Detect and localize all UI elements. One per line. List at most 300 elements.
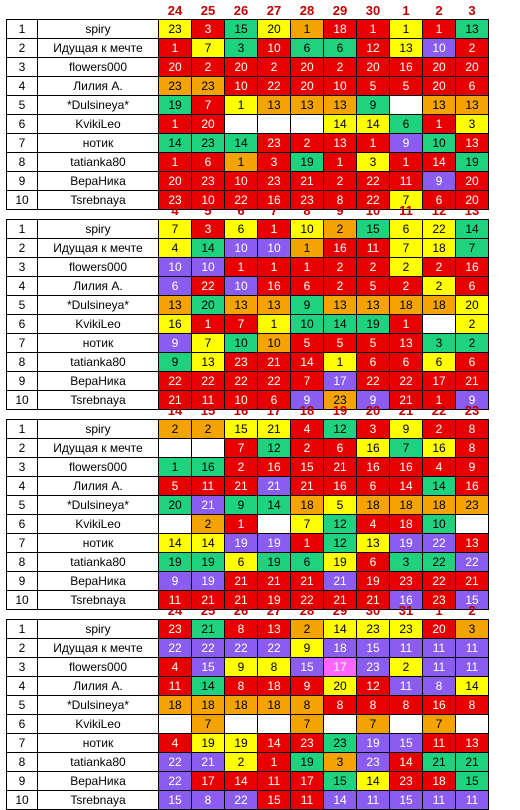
table-row <box>7 334 489 353</box>
score-cell: 22 <box>258 639 291 658</box>
score-cell: 6 <box>423 191 456 210</box>
date-header: 2 <box>435 3 443 18</box>
score-cell: 18 <box>324 639 357 658</box>
participant-name: flowers000 <box>38 258 159 277</box>
participant-name: Tsrebnaya <box>38 791 159 810</box>
score-cell: 22 <box>423 553 456 572</box>
score-cell: 9 <box>291 677 324 696</box>
score-cell: 22 <box>456 553 489 572</box>
score-cell: 16 <box>192 458 225 477</box>
score-table-3 <box>6 402 489 610</box>
score-cell: 10 <box>225 334 258 353</box>
score-cell <box>258 515 291 534</box>
score-cell: 9 <box>159 334 192 353</box>
score-cell: 18 <box>357 496 390 515</box>
score-cell: 10 <box>225 277 258 296</box>
score-cell: 21 <box>192 620 225 639</box>
score-cell <box>225 715 258 734</box>
score-cell: 5 <box>324 496 357 515</box>
score-cell: 21 <box>225 477 258 496</box>
score-cell: 13 <box>456 534 489 553</box>
date-header: 10 <box>365 203 381 218</box>
score-cell: 6 <box>258 391 291 410</box>
score-cell: 15 <box>192 658 225 677</box>
score-cell: 10 <box>225 239 258 258</box>
table-row <box>7 420 489 439</box>
row-number: 1 <box>7 220 38 239</box>
score-cell: 2 <box>291 620 324 639</box>
score-cell: 5 <box>357 334 390 353</box>
score-cell: 11 <box>423 658 456 677</box>
score-cell: 20 <box>324 677 357 696</box>
score-cell: 5 <box>159 477 192 496</box>
score-cell: 14 <box>357 772 390 791</box>
date-header: 8 <box>303 203 311 218</box>
score-cell: 12 <box>357 39 390 58</box>
date-header: 22 <box>431 403 447 418</box>
score-cell: 22 <box>159 753 192 772</box>
score-cell: 11 <box>423 791 456 810</box>
score-cell: 14 <box>324 315 357 334</box>
score-cell: 11 <box>390 639 423 658</box>
score-cell: 4 <box>159 658 192 677</box>
participant-name: *Dulsineya* <box>38 496 159 515</box>
table-row <box>7 39 489 58</box>
score-cell: 8 <box>291 696 324 715</box>
date-header: 14 <box>167 403 183 418</box>
score-cell: 9 <box>291 639 324 658</box>
score-cell: 6 <box>324 39 357 58</box>
table-row <box>7 353 489 372</box>
score-cell: 15 <box>291 458 324 477</box>
score-cell: 20 <box>423 620 456 639</box>
participant-name: KvikiLeo <box>38 315 159 334</box>
date-header: 28 <box>299 603 315 618</box>
table-row <box>7 496 489 515</box>
table-row <box>7 791 489 810</box>
score-cell: 20 <box>456 191 489 210</box>
score-cell: 13 <box>456 20 489 39</box>
score-cell: 7 <box>192 39 225 58</box>
score-cell: 18 <box>423 496 456 515</box>
participant-name: Лилия А. <box>38 77 159 96</box>
score-cell: 18 <box>423 239 456 258</box>
table-row <box>7 315 489 334</box>
row-number: 7 <box>7 734 38 753</box>
score-cell: 19 <box>192 553 225 572</box>
score-cell: 18 <box>291 496 324 515</box>
date-header: 16 <box>233 403 249 418</box>
table-row <box>7 258 489 277</box>
date-header: 9 <box>336 203 344 218</box>
score-cell <box>324 715 357 734</box>
row-number: 5 <box>7 96 38 115</box>
score-cell: 2 <box>390 658 423 677</box>
row-number: 3 <box>7 58 38 77</box>
date-header-row <box>7 202 489 220</box>
score-cell: 14 <box>192 239 225 258</box>
score-cell: 1 <box>423 20 456 39</box>
score-cell: 19 <box>225 734 258 753</box>
score-cell: 23 <box>159 191 192 210</box>
score-cell: 1 <box>159 39 192 58</box>
score-cell: 22 <box>390 372 423 391</box>
score-cell: 21 <box>291 572 324 591</box>
date-header: 4 <box>171 203 179 218</box>
score-cell: 19 <box>291 753 324 772</box>
score-cell: 14 <box>357 115 390 134</box>
score-cell: 13 <box>291 96 324 115</box>
table-row <box>7 77 489 96</box>
score-cell: 20 <box>159 172 192 191</box>
header-spacer <box>38 402 159 420</box>
score-cell: 11 <box>390 677 423 696</box>
score-cell: 23 <box>192 77 225 96</box>
score-cell: 11 <box>423 734 456 753</box>
score-cell: 2 <box>324 58 357 77</box>
score-cell: 11 <box>456 791 489 810</box>
score-cell: 14 <box>390 477 423 496</box>
table-row <box>7 715 489 734</box>
score-cell: 21 <box>258 420 291 439</box>
score-cell: 17 <box>423 372 456 391</box>
score-cell <box>456 715 489 734</box>
score-cell: 19 <box>192 572 225 591</box>
score-cell: 9 <box>159 572 192 591</box>
score-cell: 7 <box>291 515 324 534</box>
score-cell: 9 <box>390 134 423 153</box>
score-cell: 1 <box>324 353 357 372</box>
score-cell: 10 <box>159 258 192 277</box>
participant-name: flowers000 <box>38 458 159 477</box>
table-row <box>7 572 489 591</box>
score-cell: 11 <box>258 772 291 791</box>
score-cell: 5 <box>357 77 390 96</box>
score-cell: 6 <box>357 353 390 372</box>
score-cell: 20 <box>225 58 258 77</box>
score-cell: 8 <box>324 696 357 715</box>
score-cell: 22 <box>225 791 258 810</box>
score-cell: 20 <box>456 58 489 77</box>
table-row <box>7 296 489 315</box>
participant-name: нотик <box>38 734 159 753</box>
participant-name: Идущая к мечте <box>38 439 159 458</box>
score-cell: 21 <box>192 496 225 515</box>
participant-name: KvikiLeo <box>38 115 159 134</box>
score-cell: 16 <box>390 591 423 610</box>
score-cell: 20 <box>357 58 390 77</box>
header-spacer <box>7 602 38 620</box>
score-cell: 22 <box>159 639 192 658</box>
score-cell: 2 <box>225 753 258 772</box>
row-number: 4 <box>7 77 38 96</box>
score-cell: 1 <box>291 258 324 277</box>
score-cell: 23 <box>159 620 192 639</box>
score-cell: 13 <box>390 334 423 353</box>
score-cell: 9 <box>159 353 192 372</box>
score-cell: 15 <box>225 20 258 39</box>
date-header: 25 <box>200 3 216 18</box>
participant-name: Идущая к мечте <box>38 239 159 258</box>
score-cell: 11 <box>159 677 192 696</box>
score-cell: 9 <box>456 391 489 410</box>
score-cell: 10 <box>225 391 258 410</box>
score-cell: 11 <box>390 172 423 191</box>
score-cell: 2 <box>423 258 456 277</box>
score-cell: 6 <box>357 477 390 496</box>
score-cell: 12 <box>324 534 357 553</box>
score-cell: 2 <box>456 334 489 353</box>
score-cell: 23 <box>357 753 390 772</box>
date-header: 15 <box>200 403 216 418</box>
score-cell: 1 <box>159 458 192 477</box>
score-cell: 9 <box>291 296 324 315</box>
score-cell: 1 <box>390 153 423 172</box>
score-cell: 10 <box>423 134 456 153</box>
score-cell <box>291 115 324 134</box>
date-header: 26 <box>233 3 249 18</box>
score-cell: 11 <box>456 658 489 677</box>
score-cell: 12 <box>258 439 291 458</box>
score-cell: 8 <box>225 620 258 639</box>
participant-name: Идущая к мечте <box>38 39 159 58</box>
score-cell: 10 <box>192 191 225 210</box>
score-cell: 18 <box>192 696 225 715</box>
score-cell: 19 <box>159 553 192 572</box>
score-cell: 8 <box>225 677 258 696</box>
score-cell: 15 <box>225 420 258 439</box>
table-row <box>7 96 489 115</box>
score-cell: 1 <box>423 391 456 410</box>
score-cell <box>390 715 423 734</box>
row-number: 3 <box>7 258 38 277</box>
score-cell: 3 <box>357 153 390 172</box>
score-cell: 21 <box>456 572 489 591</box>
date-header: 2 <box>468 603 476 618</box>
score-cell: 23 <box>159 20 192 39</box>
score-cell: 7 <box>357 715 390 734</box>
score-cell: 18 <box>390 496 423 515</box>
score-cell: 16 <box>456 258 489 277</box>
participant-name: tatianka80 <box>38 353 159 372</box>
score-cell: 20 <box>192 115 225 134</box>
score-cell: 14 <box>324 620 357 639</box>
score-cell: 5 <box>291 334 324 353</box>
participant-name: ВераНика <box>38 572 159 591</box>
table-row <box>7 153 489 172</box>
date-header: 21 <box>398 403 414 418</box>
score-cell: 22 <box>159 372 192 391</box>
participant-name: нотик <box>38 534 159 553</box>
score-cell: 11 <box>159 591 192 610</box>
score-cell: 18 <box>390 515 423 534</box>
score-cell: 21 <box>192 591 225 610</box>
score-cell: 23 <box>192 134 225 153</box>
score-cell: 9 <box>456 458 489 477</box>
participant-name: ВераНика <box>38 172 159 191</box>
table-row <box>7 534 489 553</box>
score-cell: 2 <box>225 458 258 477</box>
date-header: 25 <box>200 603 216 618</box>
score-cell: 20 <box>258 20 291 39</box>
score-cell: 2 <box>324 172 357 191</box>
score-cell <box>423 315 456 334</box>
date-header: 13 <box>464 203 480 218</box>
score-cell: 4 <box>159 239 192 258</box>
row-number: 4 <box>7 677 38 696</box>
table-row <box>7 753 489 772</box>
table-row <box>7 553 489 572</box>
score-cell: 5 <box>390 77 423 96</box>
score-cell: 21 <box>258 353 291 372</box>
header-spacer <box>7 2 38 20</box>
score-cell: 23 <box>324 391 357 410</box>
score-cell: 22 <box>258 372 291 391</box>
score-cell: 16 <box>390 458 423 477</box>
score-cell: 2 <box>390 258 423 277</box>
score-cell: 17 <box>324 372 357 391</box>
row-number: 10 <box>7 391 38 410</box>
score-cell: 16 <box>258 191 291 210</box>
score-cell: 5 <box>324 334 357 353</box>
row-number: 4 <box>7 477 38 496</box>
score-cell <box>159 715 192 734</box>
score-cell: 12 <box>357 677 390 696</box>
table-row <box>7 772 489 791</box>
score-cell: 6 <box>192 153 225 172</box>
score-cell: 15 <box>456 772 489 791</box>
score-cell: 8 <box>456 696 489 715</box>
date-header: 7 <box>270 203 278 218</box>
score-cell: 1 <box>258 753 291 772</box>
header-spacer <box>7 202 38 220</box>
score-cell: 17 <box>192 772 225 791</box>
date-header: 24 <box>167 603 183 618</box>
score-cell: 7 <box>390 439 423 458</box>
score-cell: 15 <box>390 734 423 753</box>
participant-name: Лилия А. <box>38 677 159 696</box>
score-cell <box>456 515 489 534</box>
score-cell: 23 <box>357 620 390 639</box>
score-cell: 10 <box>192 258 225 277</box>
date-header: 27 <box>266 603 282 618</box>
row-number: 2 <box>7 39 38 58</box>
score-cell: 19 <box>324 553 357 572</box>
date-header: 1 <box>402 3 410 18</box>
row-number: 1 <box>7 20 38 39</box>
participant-name: tatianka80 <box>38 553 159 572</box>
score-cell: 19 <box>357 734 390 753</box>
score-cell: 13 <box>225 296 258 315</box>
date-header: 12 <box>431 203 447 218</box>
score-cell: 13 <box>390 39 423 58</box>
score-cell: 15 <box>291 658 324 677</box>
row-number: 5 <box>7 296 38 315</box>
score-cell: 10 <box>324 77 357 96</box>
header-spacer <box>7 402 38 420</box>
score-cell: 11 <box>291 791 324 810</box>
participant-name: Лилия А. <box>38 277 159 296</box>
score-cell: 23 <box>291 191 324 210</box>
score-cell: 14 <box>390 753 423 772</box>
score-cell: 10 <box>258 334 291 353</box>
participant-name: Tsrebnaya <box>38 391 159 410</box>
score-cell: 19 <box>357 572 390 591</box>
score-cell: 1 <box>423 115 456 134</box>
score-cell: 9 <box>357 391 390 410</box>
table-row <box>7 458 489 477</box>
score-cell: 16 <box>258 458 291 477</box>
score-cell: 16 <box>324 239 357 258</box>
participant-name: нотик <box>38 334 159 353</box>
score-cell: 21 <box>423 753 456 772</box>
score-cell: 23 <box>423 591 456 610</box>
score-cell: 6 <box>456 277 489 296</box>
score-cell: 7 <box>225 439 258 458</box>
score-cell: 1 <box>159 153 192 172</box>
participant-name: Идущая к мечте <box>38 639 159 658</box>
score-cell: 13 <box>324 296 357 315</box>
table-row <box>7 696 489 715</box>
score-cell: 14 <box>225 134 258 153</box>
score-cell: 1 <box>390 20 423 39</box>
participant-name: spiry <box>38 420 159 439</box>
table-row <box>7 220 489 239</box>
participant-name: ВераНика <box>38 772 159 791</box>
score-cell: 22 <box>357 191 390 210</box>
row-number: 2 <box>7 239 38 258</box>
date-header: 17 <box>266 403 282 418</box>
table-row <box>7 277 489 296</box>
score-cell: 6 <box>390 115 423 134</box>
score-cell: 7 <box>390 239 423 258</box>
score-cell: 22 <box>357 372 390 391</box>
score-cell: 13 <box>456 134 489 153</box>
score-cell: 18 <box>258 696 291 715</box>
date-header: 5 <box>204 203 212 218</box>
score-cell: 16 <box>357 439 390 458</box>
score-cell: 21 <box>258 477 291 496</box>
participant-name: Tsrebnaya <box>38 191 159 210</box>
date-header: 26 <box>233 603 249 618</box>
score-cell: 18 <box>390 296 423 315</box>
score-cell: 19 <box>258 591 291 610</box>
score-cell: 16 <box>423 696 456 715</box>
score-cell: 14 <box>159 134 192 153</box>
score-cell: 12 <box>324 515 357 534</box>
table-row <box>7 677 489 696</box>
row-number: 8 <box>7 553 38 572</box>
score-cell: 1 <box>225 153 258 172</box>
score-cell: 6 <box>423 353 456 372</box>
score-cell: 19 <box>291 153 324 172</box>
score-cell: 22 <box>192 277 225 296</box>
score-cell: 7 <box>423 715 456 734</box>
score-cell: 14 <box>423 477 456 496</box>
score-cell: 22 <box>225 639 258 658</box>
score-cell: 10 <box>225 77 258 96</box>
row-number: 5 <box>7 496 38 515</box>
participant-name: Tsrebnaya <box>38 591 159 610</box>
score-cell: 21 <box>225 591 258 610</box>
participant-name: *Dulsineya* <box>38 96 159 115</box>
row-number: 3 <box>7 658 38 677</box>
score-cell: 7 <box>390 191 423 210</box>
score-cell: 9 <box>390 420 423 439</box>
score-cell: 14 <box>159 534 192 553</box>
score-cell: 19 <box>258 553 291 572</box>
score-cell: 9 <box>291 391 324 410</box>
